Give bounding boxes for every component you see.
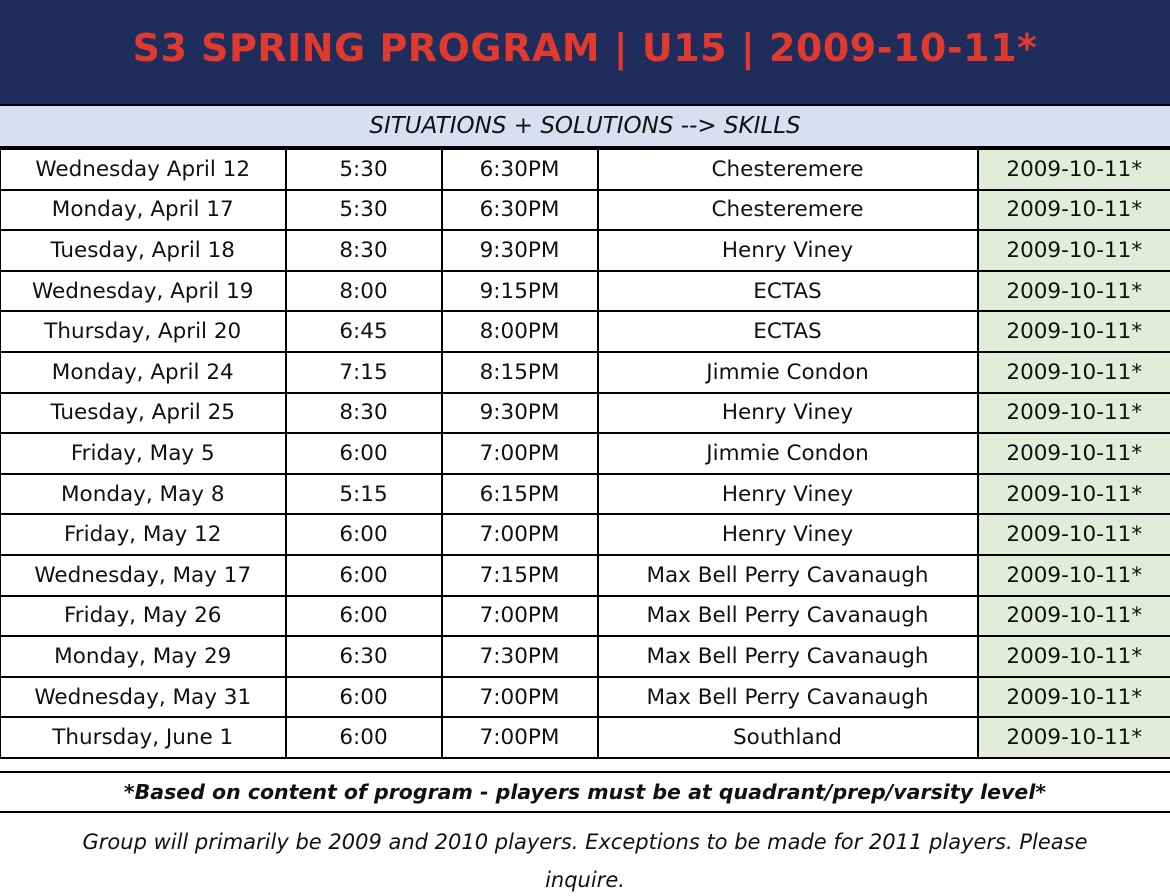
table-row [1, 190, 1170, 231]
cell-location: Chesteremere [598, 149, 978, 190]
cell-end-time: 7:15PM [442, 555, 598, 596]
cell-end-time: 7:00PM [442, 717, 598, 758]
cell-location: Henry Viney [598, 230, 978, 271]
table-row [1, 352, 1170, 393]
cell-end-time: 7:30PM [442, 636, 598, 677]
cell-location: Max Bell Perry Cavanaugh [598, 677, 978, 718]
cell-date: Friday, May 12 [1, 514, 286, 555]
cell-start-time: 5:15 [286, 474, 442, 515]
table-row [1, 636, 1170, 677]
table-row [1, 271, 1170, 312]
cell-start-time: 6:45 [286, 311, 442, 352]
table-row [1, 514, 1170, 555]
cell-birth-years: 2009-10-11* [978, 149, 1170, 190]
table-row [1, 677, 1170, 718]
cell-birth-years: 2009-10-11* [978, 230, 1170, 271]
cell-end-time: 7:00PM [442, 677, 598, 718]
cell-start-time: 8:30 [286, 393, 442, 434]
cell-end-time: 6:30PM [442, 149, 598, 190]
cell-date: Monday, April 17 [1, 190, 286, 231]
cell-start-time: 7:15 [286, 352, 442, 393]
cell-date: Monday, May 29 [1, 636, 286, 677]
cell-date: Monday, May 8 [1, 474, 286, 515]
cell-end-time: 9:30PM [442, 393, 598, 434]
cell-location: Henry Viney [598, 393, 978, 434]
table-row [1, 149, 1170, 190]
table-row [1, 230, 1170, 271]
subtitle-banner [0, 106, 1170, 148]
cell-location: Henry Viney [598, 474, 978, 515]
cell-location: Chesteremere [598, 190, 978, 231]
cell-location: ECTAS [598, 271, 978, 312]
cell-start-time: 6:00 [286, 717, 442, 758]
cell-location: Jimmie Condon [598, 352, 978, 393]
cell-date: Wednesday April 12 [1, 149, 286, 190]
cell-end-time: 9:15PM [442, 271, 598, 312]
cell-date: Tuesday, April 18 [1, 230, 286, 271]
cell-end-time: 6:15PM [442, 474, 598, 515]
cell-date: Tuesday, April 25 [1, 393, 286, 434]
cell-birth-years: 2009-10-11* [978, 393, 1170, 434]
schedule-body [1, 149, 1170, 758]
cell-birth-years: 2009-10-11* [978, 474, 1170, 515]
cell-birth-years: 2009-10-11* [978, 311, 1170, 352]
cell-birth-years: 2009-10-11* [978, 514, 1170, 555]
table-row [1, 393, 1170, 434]
cell-start-time: 6:00 [286, 433, 442, 474]
page-title: S3 SPRING PROGRAM | U15 | 2009-10-11* [132, 26, 1038, 70]
cell-start-time: 5:30 [286, 190, 442, 231]
cell-date: Thursday, June 1 [1, 717, 286, 758]
schedule-table [0, 148, 1170, 759]
table-row [1, 596, 1170, 637]
cell-birth-years: 2009-10-11* [978, 433, 1170, 474]
cell-start-time: 6:00 [286, 596, 442, 637]
cell-birth-years: 2009-10-11* [978, 555, 1170, 596]
cell-birth-years: 2009-10-11* [978, 717, 1170, 758]
table-row [1, 555, 1170, 596]
cell-date: Monday, April 24 [1, 352, 286, 393]
cell-start-time: 6:00 [286, 677, 442, 718]
cell-end-time: 7:00PM [442, 433, 598, 474]
cell-birth-years: 2009-10-11* [978, 596, 1170, 637]
cell-location: Southland [598, 717, 978, 758]
cell-start-time: 8:00 [286, 271, 442, 312]
cell-birth-years: 2009-10-11* [978, 636, 1170, 677]
table-row [1, 474, 1170, 515]
table-row [1, 717, 1170, 758]
eligibility-note-text: *Based on content of program - players must be at quadrant/prep/varsity level* [123, 780, 1047, 804]
cell-location: Max Bell Perry Cavanaugh [598, 596, 978, 637]
cell-location: Henry Viney [598, 514, 978, 555]
cell-birth-years: 2009-10-11* [978, 352, 1170, 393]
cell-location: Max Bell Perry Cavanaugh [598, 555, 978, 596]
cell-date: Friday, May 5 [1, 433, 286, 474]
cell-date: Wednesday, April 19 [1, 271, 286, 312]
cell-date: Thursday, April 20 [1, 311, 286, 352]
cell-birth-years: 2009-10-11* [978, 190, 1170, 231]
table-row [1, 433, 1170, 474]
cell-location: ECTAS [598, 311, 978, 352]
title-banner [0, 0, 1170, 106]
cell-date: Friday, May 26 [1, 596, 286, 637]
cell-location: Max Bell Perry Cavanaugh [598, 636, 978, 677]
cell-end-time: 8:15PM [442, 352, 598, 393]
table-row [1, 311, 1170, 352]
page-subtitle: SITUATIONS + SOLUTIONS --> SKILLS [369, 113, 801, 139]
cell-date: Wednesday, May 17 [1, 555, 286, 596]
cell-end-time: 8:00PM [442, 311, 598, 352]
cell-start-time: 8:30 [286, 230, 442, 271]
cell-birth-years: 2009-10-11* [978, 677, 1170, 718]
cell-start-time: 6:00 [286, 555, 442, 596]
cell-start-time: 6:30 [286, 636, 442, 677]
cell-end-time: 9:30PM [442, 230, 598, 271]
cell-end-time: 7:00PM [442, 514, 598, 555]
cell-birth-years: 2009-10-11* [978, 271, 1170, 312]
cell-start-time: 6:00 [286, 514, 442, 555]
eligibility-note [0, 771, 1170, 813]
cell-start-time: 5:30 [286, 149, 442, 190]
footer-note: Group will primarily be 2009 and 2010 players. Exceptions to be made for 2011 players. Please inquire. [82, 830, 1088, 892]
cell-end-time: 6:30PM [442, 190, 598, 231]
cell-location: Jimmie Condon [598, 433, 978, 474]
cell-end-time: 7:00PM [442, 596, 598, 637]
cell-date: Wednesday, May 31 [1, 677, 286, 718]
